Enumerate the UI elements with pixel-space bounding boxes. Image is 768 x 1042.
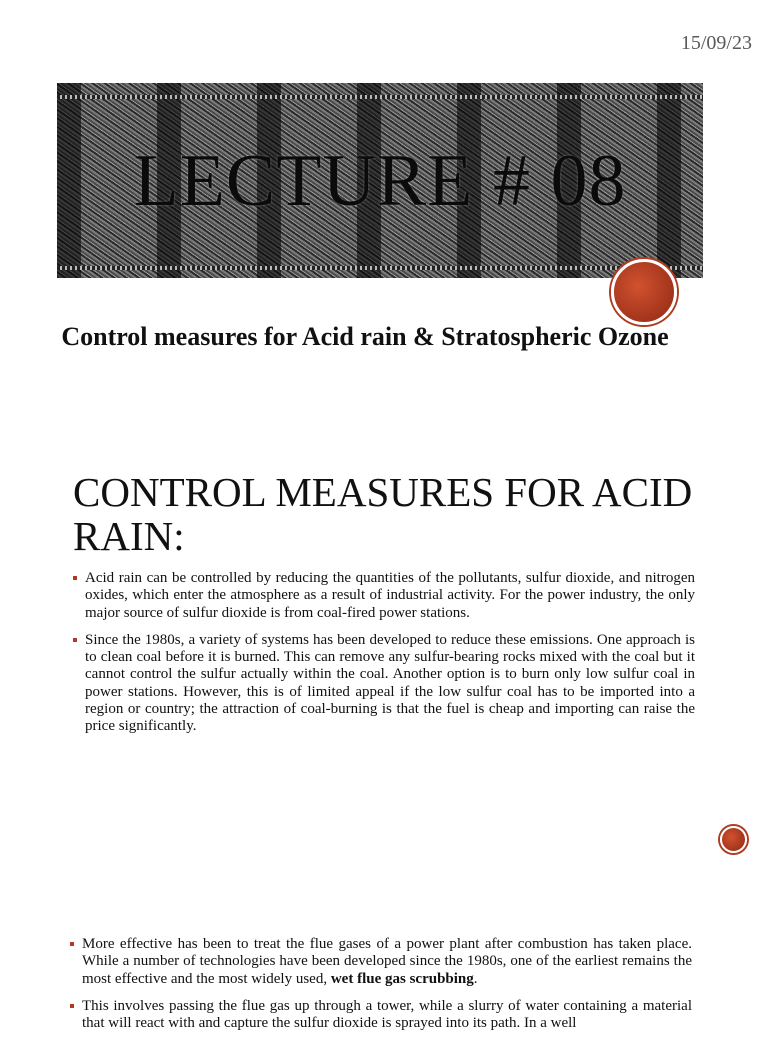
bullet-list-top <box>73 570 695 746</box>
section-heading: CONTROL MEASURES FOR ACID RAIN: <box>73 469 693 559</box>
banner-stripe-top <box>57 95 703 99</box>
list-item-text: More effective has been to treat the flue gases of a power plant after combustion has taken place. While a number of technologies have been developed since the 1980s, one of the earliest remains the most effective and the most widely used, <box>82 936 692 987</box>
list-item: Acid rain can be controlled by reducing the quantities of the pollutants, sulfur dioxide, and nitrogen oxides, which enter the atmosphere as a result of industrial activity. For the power industry, the only major source of sulfur dioxide is from coal-fired power stations. <box>73 570 695 622</box>
lecture-subtitle: Control measures for Acid rain & Stratospheric Ozone <box>61 322 669 351</box>
lecture-banner <box>57 83 703 278</box>
bullet-list-bottom <box>70 936 692 1042</box>
list-item-end: . <box>473 970 478 987</box>
decorative-circle-small-icon <box>720 826 747 853</box>
list-item: Since the 1980s, a variety of systems has been developed to reduce these emissions. One approach is to clean coal before it is burned. This can remove any sulfur-bearing rocks mixed with the coal but it cannot control the sulfur actually within the coal. Another option is to burn only low sulfur coal in power stations. However, this is of limited appeal if the low sulfur coal has to be imported into a region or country; the attraction of coal-burning is that the fuel is cheap and importing can raise the price significantly. <box>73 632 695 736</box>
list-item <box>70 936 692 988</box>
lecture-title: LECTURE # 08 <box>133 140 627 222</box>
decorative-circle-icon <box>611 259 677 325</box>
list-item-emphasis: wet flue gas scrubbing <box>330 970 474 987</box>
banner-stripe-bottom <box>57 266 703 270</box>
list-item: This involves passing the flue gas up through a tower, while a slurry of water containing a material that will react with and capture the sulfur dioxide is sprayed into its path. In a well <box>70 998 692 1033</box>
slide-date: 15/09/23 <box>680 32 752 54</box>
